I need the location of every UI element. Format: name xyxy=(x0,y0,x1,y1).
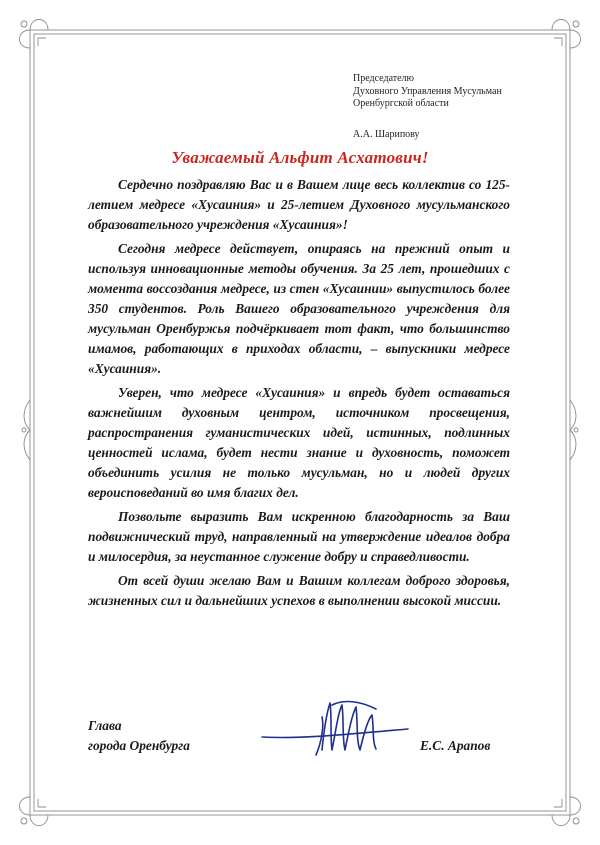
signer-title xyxy=(88,716,190,756)
greeting-heading: Уважаемый Альфит Асхатович! xyxy=(171,148,429,167)
letter-paragraph: Сердечно поздравляю Вас и в Вашем лице весь коллектив со 125-летием медресе «Хусаиния» и 25-летием Духовного мусульманского образовательного учреждения «Хусаиния»! xyxy=(88,177,510,232)
letter-body xyxy=(88,175,510,615)
signer-name: Е.С. Арапов xyxy=(420,738,491,753)
letter-paragraph: Сегодня медресе действует, опираясь на прежний опыт и используя инновационные методы обучения. За 25 лет, прошедших с момента воссоздания медресе, из стен «Хусаинии» выпустилось более 350 студентов. Роль Вашего образовательного учреждения для мусульман Оренбуржья подчёркивает тот факт, что большинство имамов, работающих в приходах области, – выпускники медресе «Хусаиния». xyxy=(88,241,510,376)
letter-paragraph: Позвольте выразить Вам искренною благодарность за Ваш подвижнический труд, направленный на утверждение идеалов добра и милосердия, за неустанное служение добру и справедливости. xyxy=(88,509,510,564)
addressee-name: А.А. Шарипову xyxy=(353,128,420,140)
addressee-line: Духовного Управления Мусульман xyxy=(353,85,502,97)
signer-title-line: Глава xyxy=(88,718,122,733)
addressee-line: Оренбургской области xyxy=(353,98,449,109)
handwritten-signature xyxy=(260,695,410,765)
addressee-line: Председателю xyxy=(353,73,415,84)
letter-paragraph: Уверен, что медресе «Хусаиния» и впредь будет оставаться важнейшим духовным центром, источником просвещения, распространения гуманистических идей, истинных, подлинных ценностей ислама, будет нести знание и духовность, поможет объединить усилия не только мусульман, но и людей других вероисповеданий во имя благих дел. xyxy=(88,385,510,500)
addressee-block xyxy=(353,73,502,141)
side-ornament-right xyxy=(570,400,578,460)
signer-title-line: города Оренбурга xyxy=(88,738,190,753)
letter-paragraph: От всей души желаю Вам и Вашим коллегам доброго здоровья, жизненных сил и дальнейших успехов в выполнении высокой миссии. xyxy=(88,573,510,608)
side-ornament-left xyxy=(22,400,30,460)
